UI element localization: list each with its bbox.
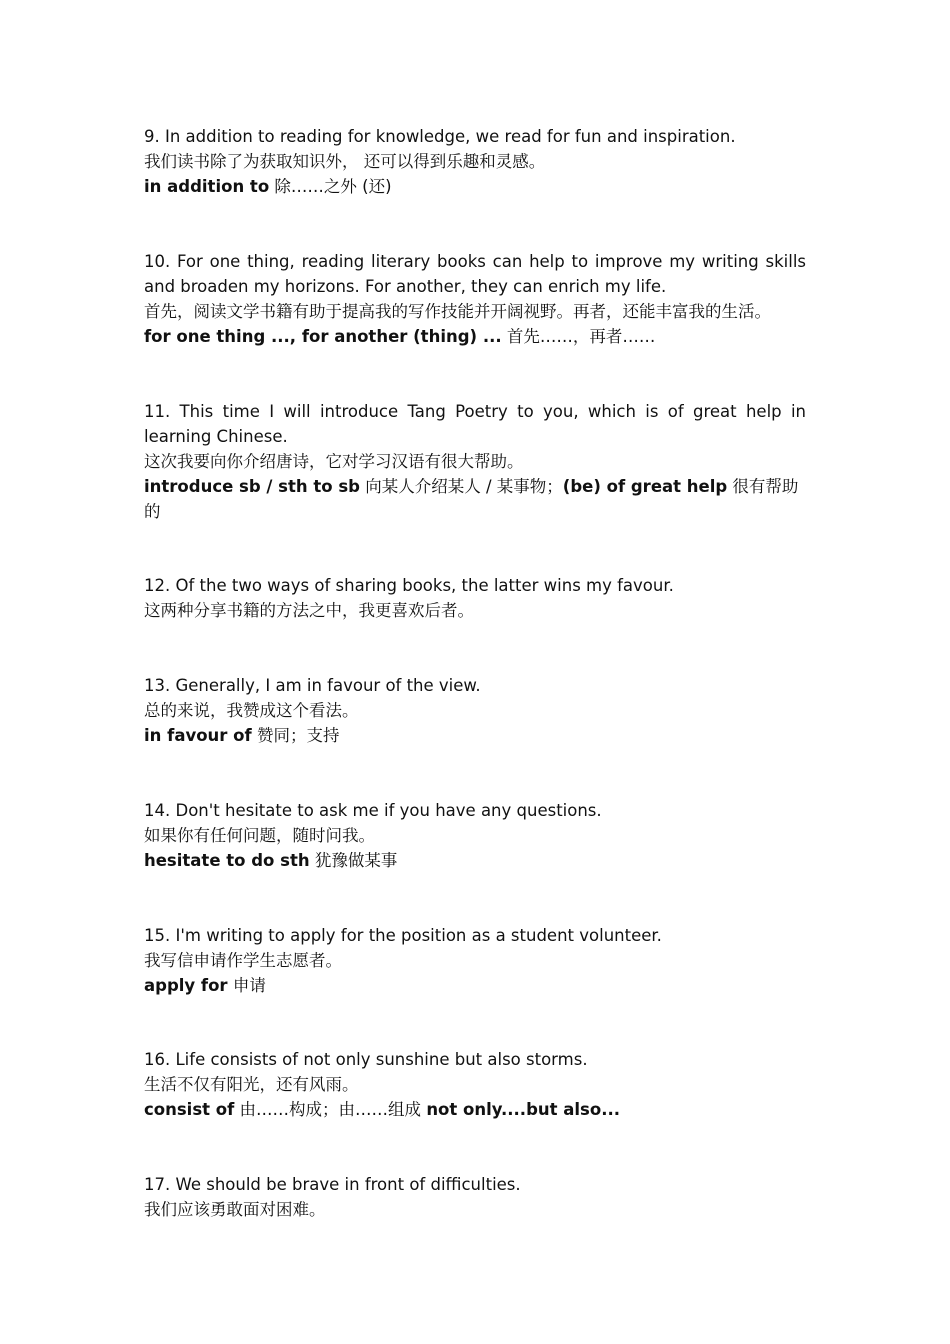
entry-10 <box>144 249 806 349</box>
english-sentence: 12. Of the two ways of sharing books, the latter wins my favour. <box>144 576 674 595</box>
key-phrase: in addition to <box>144 177 270 196</box>
key-phrase: apply for <box>144 976 228 995</box>
phrase-meaning: 很有帮助的 <box>144 477 799 521</box>
english-sentence: 15. I'm writing to apply for the position as a student volunteer. <box>144 926 662 945</box>
phrase-note <box>144 723 806 748</box>
english-sentence: 10. For one thing, reading literary books can help to improve my writing skills and broaden my horizons. For another, they can enrich my life. <box>144 252 806 296</box>
phrase-meaning: 向某人介绍某人 / 某事物； <box>359 477 563 496</box>
entry-9 <box>144 124 806 199</box>
english-sentence: 9. In addition to reading for knowledge, we read for fun and inspiration. <box>144 127 736 146</box>
phrase-meaning: 犹豫做某事 <box>309 851 398 870</box>
entry-13 <box>144 673 806 748</box>
phrase-note <box>144 324 806 349</box>
key-phrase: consist of <box>144 1100 235 1119</box>
key-phrase: for one thing ..., for another (thing) ... <box>144 327 502 346</box>
english-sentence: 16. Life consists of not only sunshine but also storms. <box>144 1050 588 1069</box>
chinese-translation: 这次我要向你介绍唐诗，它对学习汉语有很大帮助。 <box>144 452 524 471</box>
phrase-note <box>144 1097 806 1122</box>
phrase-meaning: 由……构成；由……组成 <box>234 1100 427 1119</box>
key-phrase: (be) of great help <box>562 477 728 496</box>
key-phrase: not only....but also... <box>426 1100 621 1119</box>
entry-16 <box>144 1047 806 1122</box>
phrase-meaning: 首先……，再者…… <box>501 327 656 346</box>
entry-12 <box>144 573 806 623</box>
phrase-note <box>144 973 806 998</box>
phrase-meaning: 申请 <box>227 976 266 995</box>
document-page <box>144 124 806 1222</box>
phrase-note <box>144 848 806 873</box>
entry-17 <box>144 1172 806 1222</box>
entry-15 <box>144 923 806 998</box>
english-sentence: 17. We should be brave in front of difficulties. <box>144 1175 521 1194</box>
chinese-translation: 如果你有任何问题，随时问我。 <box>144 826 375 845</box>
english-sentence: 13. Generally, I am in favour of the view. <box>144 676 481 695</box>
chinese-translation: 生活不仅有阳光，还有风雨。 <box>144 1075 359 1094</box>
key-phrase: in favour of <box>144 726 252 745</box>
english-sentence: 11. This time I will introduce Tang Poetry to you, which is of great help in learning Chinese. <box>144 402 806 446</box>
chinese-translation: 总的来说，我赞成这个看法。 <box>144 701 359 720</box>
chinese-translation: 这两种分享书籍的方法之中，我更喜欢后者。 <box>144 601 474 620</box>
phrase-note <box>144 174 806 199</box>
chinese-translation: 我们应该勇敢面对困难。 <box>144 1200 326 1219</box>
phrase-note <box>144 474 806 524</box>
entry-14 <box>144 798 806 873</box>
chinese-translation: 我们读书除了为获取知识外， 还可以得到乐趣和灵感。 <box>144 152 546 171</box>
chinese-translation: 首先，阅读文学书籍有助于提高我的写作技能并开阔视野。再者，还能丰富我的生活。 <box>144 302 771 321</box>
key-phrase: introduce sb / sth to sb <box>144 477 360 496</box>
entry-11 <box>144 399 806 524</box>
phrase-meaning: 赞同；支持 <box>251 726 340 745</box>
english-sentence: 14. Don't hesitate to ask me if you have any questions. <box>144 801 602 820</box>
key-phrase: hesitate to do sth <box>144 851 310 870</box>
chinese-translation: 我写信申请作学生志愿者。 <box>144 951 342 970</box>
phrase-meaning: 除……之外 (还) <box>269 177 392 196</box>
